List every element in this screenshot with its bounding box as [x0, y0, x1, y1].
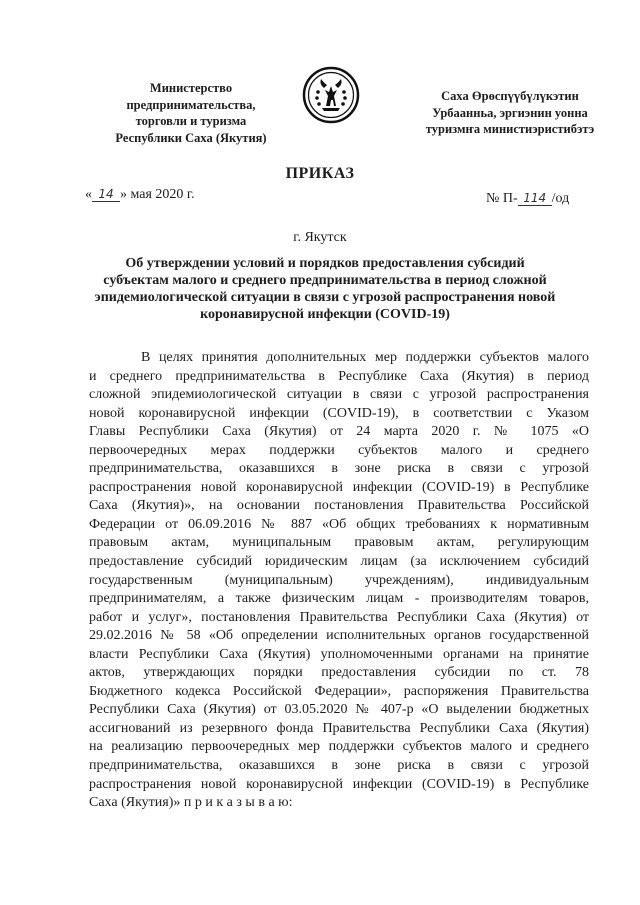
- ministry-line: Республики Саха (Якутия): [115, 130, 267, 145]
- body-line: В целях принятия дополнительных мер поддержки субъектов малого: [141, 350, 589, 365]
- order-number-suffix: /од: [551, 191, 570, 206]
- ministry-line: торговли и туризма: [135, 114, 247, 128]
- body-line: распространения новой коронавирусной инфекции (COVID-19) в Республике: [89, 479, 589, 495]
- body-line: новой коронавирусной инфекции (COVID-19), в соответствии с Указом: [89, 405, 589, 421]
- ministry-name-russian: [98, 80, 284, 146]
- body-line: предпринимательства, оказавшихся в зоне риска в связи с угрозой: [89, 461, 589, 477]
- body-line: Республики Саха (Якутия) от 03.05.2020 № 407-р «О выделении бюджетных: [89, 702, 589, 718]
- ministry-name-sakha: [410, 88, 610, 138]
- order-body: [89, 349, 589, 813]
- body-line: распространения новой коронавирусной инфекции (COVID-19) в Республике: [89, 776, 589, 792]
- order-number-value: 114: [518, 191, 552, 206]
- document-title: ПРИКАЗ: [285, 165, 355, 182]
- date-close-quote: »: [120, 187, 127, 202]
- body-line: Бюджетного кодекса Российской Федерации», распоряжения Правительства: [89, 683, 589, 699]
- ministry-line: Саха Өрөспүүбүлүкэтин: [441, 89, 579, 103]
- subject-line: Об утверждении условий и порядков предоставления субсидий: [125, 256, 525, 271]
- body-line: и среднего предпринимательства в Республике Саха (Якутия) в период: [89, 368, 589, 384]
- body-line: на реализацию первоочередных мер поддержки субъектов малого и среднего: [89, 739, 589, 755]
- body-line: правовым актам, муниципальным правовым актам, регулирующим: [89, 535, 589, 551]
- body-line: ассигнований из резервного фонда Правительства Республики Саха (Якутия): [89, 720, 589, 736]
- ministry-line: Урбаанньа, эргиэнин уонна: [432, 105, 588, 120]
- body-line: Федерации от 06.09.2016 № 887 «Об общих требованиях к нормативным: [89, 516, 589, 532]
- body-line: сложной эпидемиологической ситуации в связи с угрозой распространения: [89, 387, 589, 403]
- subject-line: эпидемиологической ситуации в связи с угрозой распространения новой: [94, 290, 556, 305]
- body-line: государственным (муниципальным) учреждениям), индивидуальным: [89, 572, 589, 588]
- body-line: 29.02.2016 № 58 «Об определении исполнительных органов государственной: [89, 628, 589, 644]
- date-month-year: мая 2020 г.: [130, 187, 195, 202]
- ministry-line: туризмҥа министиэристибэтэ: [425, 122, 595, 136]
- body-line: Саха (Якутия)», на основании постановления Правительства Российской: [89, 498, 589, 514]
- body-line: предпринимательства, оказавшихся в зоне риска в связи с угрозой: [89, 758, 589, 774]
- ministry-line: предпринимательства,: [126, 97, 256, 112]
- sakha-republic-emblem-icon: [302, 66, 360, 124]
- order-date: [85, 187, 195, 203]
- body-line: власти Республики Саха (Якутия) уполномоченными органами на принятие: [89, 646, 589, 662]
- order-subject: [90, 255, 560, 323]
- ministry-line: Министерство: [149, 81, 233, 95]
- body-line: работ и услуг», постановления Правительства Республики Саха (Якутия) от: [89, 609, 589, 625]
- city-line: г. Якутск: [293, 230, 347, 245]
- body-line: Саха (Якутия)» п р и к а з ы в а ю:: [89, 795, 293, 811]
- body-line: предпринимателям, а также физическим лицам - производителям товаров,: [89, 591, 589, 607]
- body-line: предоставление субсидий юридическим лицам (за исключением субсидий: [89, 554, 589, 570]
- date-open-quote: «: [85, 187, 92, 202]
- body-line: Главы Республики Саха (Якутия) от 24 марта 2020 г. № 1075 «О: [89, 424, 589, 440]
- body-line: первоочередных мерах поддержки субъектов малого и среднего: [89, 442, 589, 458]
- subject-line: коронавирусной инфекции (COVID-19): [200, 307, 450, 322]
- body-line: актов, утверждающих порядки предоставления субсидии по ст. 78: [89, 665, 589, 681]
- order-number: [486, 191, 569, 207]
- order-number-prefix: № П-: [486, 191, 518, 206]
- subject-line: субъектам малого и среднего предпринимательства в период сложной: [103, 273, 547, 288]
- date-day: 14: [92, 187, 120, 202]
